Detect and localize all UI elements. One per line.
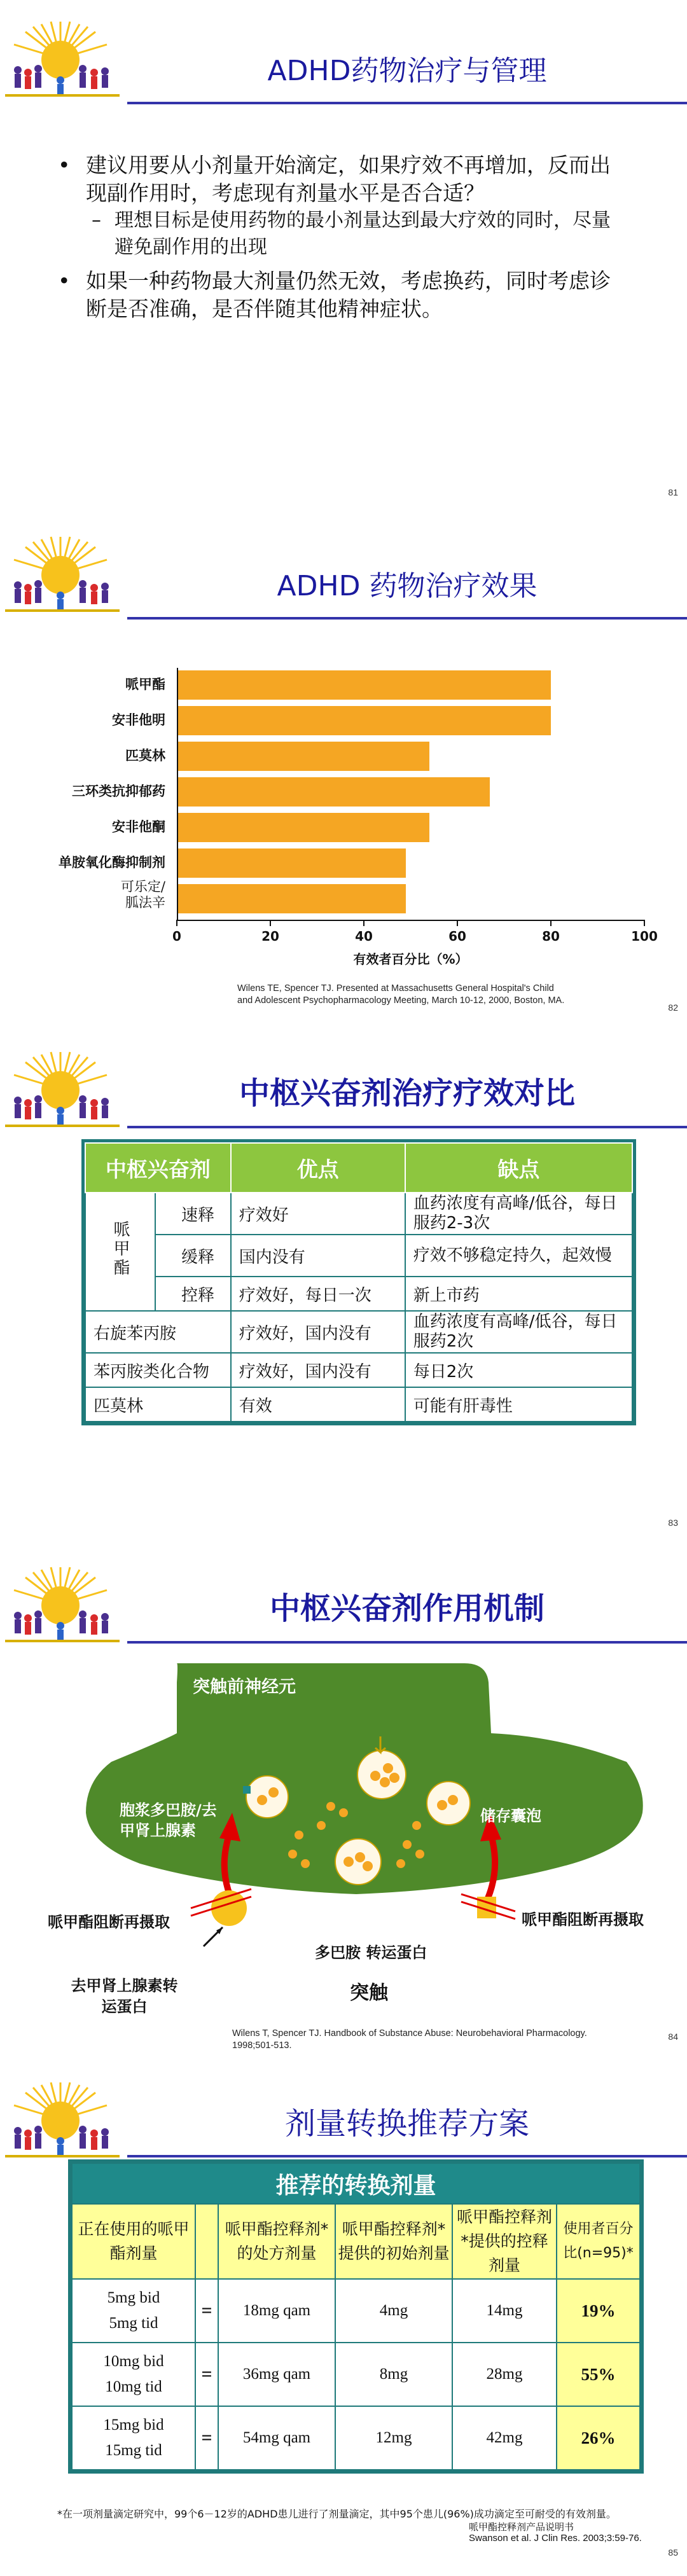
table-cell: 28mg — [452, 2343, 557, 2406]
tick-mark — [270, 920, 271, 926]
dopamine-transporter-label: 多巴胺 转运蛋白 — [315, 1944, 427, 1962]
header-spacer — [195, 2204, 218, 2279]
table-cell: 速释 — [155, 1193, 231, 1235]
vesicle-label: 储存囊泡 — [480, 1807, 541, 1825]
tick-mark — [457, 920, 458, 926]
bar — [177, 884, 406, 913]
bullet-1 — [58, 151, 627, 207]
synapse-label: 突触 — [350, 1982, 388, 2004]
table-cell: 有效 — [231, 1387, 405, 1422]
table-cell: 54mg qam — [218, 2406, 335, 2470]
table-row — [72, 2406, 640, 2470]
page-title: 中枢兴奋剂治疗疗效对比 — [239, 1076, 575, 1111]
group-label — [85, 1193, 155, 1311]
category-label: 匹莫林 — [125, 748, 165, 763]
block-label-right: 哌甲酯阻断再摄取 — [522, 1911, 644, 1929]
tick-mark — [644, 920, 645, 926]
dose-text: 10mg tid — [105, 2378, 162, 2395]
bar — [177, 742, 429, 771]
ne-transporter-label: 去甲肾上腺素转运蛋白 — [71, 1977, 178, 2016]
header-cell: 优点 — [231, 1143, 405, 1193]
tick-label: 60 — [448, 929, 466, 944]
table-cell: 缓释 — [155, 1235, 231, 1277]
category-label: 安非他酮 — [112, 819, 165, 834]
bullet-2 — [58, 267, 627, 323]
citation-line: and Adolescent Psychopharmacology Meeting, March 10-12, 2000, Boston, MA. — [237, 995, 565, 1006]
sun-children-logo — [0, 2080, 127, 2163]
sun-children-logo — [0, 1049, 127, 1132]
sub-bullet-1 — [92, 207, 623, 261]
dose-text: 5mg bid — [107, 2289, 160, 2306]
slide-84 — [0, 1546, 687, 2061]
table-cell: 36mg qam — [218, 2343, 335, 2406]
bullet-text: 建议用要从小剂量开始滴定，如果疗效不再增加，反而出现副作用时，考虑现有剂量水平是否合适？ — [86, 153, 611, 205]
transporter-marker — [243, 1786, 251, 1794]
tick-label: 40 — [355, 929, 373, 944]
equals-cell: = — [195, 2343, 218, 2406]
footnote: *在一项剂量滴定研究中，99个6－12岁的ADHD患儿进行了剂量滴定，其中95个患儿(96%)成功滴定至可耐受的有效剂量。 — [57, 2508, 616, 2520]
page-title: ADHD药物治疗与管理 — [267, 55, 547, 87]
group-text: 哌甲酯 — [111, 1221, 130, 1278]
sun-children-logo — [0, 19, 127, 102]
tick-label: 0 — [172, 929, 181, 944]
tick-label: 80 — [542, 929, 560, 944]
dash-icon: – — [92, 209, 101, 232]
dose-text: 10mg bid — [103, 2353, 164, 2370]
citation — [232, 2028, 587, 2052]
page-number: 84 — [668, 2032, 678, 2042]
table-cell: 12mg — [335, 2406, 452, 2470]
tick-label: 100 — [631, 929, 658, 944]
table-cell: 血药浓度有高峰/低谷，每日服药2次 — [405, 1311, 632, 1353]
table-cell: 疗效好 — [231, 1193, 405, 1235]
block-label-left: 哌甲酯阻断再摄取 — [48, 1913, 170, 1931]
title-divider — [127, 2155, 687, 2157]
x-axis — [177, 920, 644, 921]
table-cell: 42mg — [452, 2406, 557, 2470]
category-label: 单胺氧化酶抑制剂 — [59, 855, 165, 870]
tick-mark — [176, 920, 177, 926]
percent-cell: 55% — [557, 2343, 640, 2406]
bar — [177, 706, 551, 735]
page-number: 82 — [668, 1002, 678, 1013]
header-cell: 哌甲酯控释剂*提供的控释剂量 — [452, 2204, 557, 2279]
y-axis — [177, 668, 178, 920]
table-cell: 4mg — [335, 2279, 452, 2343]
table-cell: 匹莫林 — [85, 1387, 231, 1422]
percent-cell: 26% — [557, 2406, 640, 2470]
category-label: 哌甲酯 — [125, 677, 165, 692]
citation-line: Wilens TE, Spencer TJ. Presented at Massachusetts General Hospital's Child — [237, 983, 554, 994]
table-cell: 新上市药 — [405, 1277, 632, 1311]
table-cell: 18mg qam — [218, 2279, 335, 2343]
tick-mark — [363, 920, 364, 926]
table-cell — [72, 2406, 195, 2470]
table-title: 推荐的转换剂量 — [72, 2163, 640, 2204]
bar-chart — [0, 515, 687, 1030]
table-cell: 国内没有 — [231, 1235, 405, 1277]
table-cell: 8mg — [335, 2343, 452, 2406]
equals-cell: = — [195, 2279, 218, 2343]
category-label-line: 可乐定/ — [120, 879, 165, 894]
bullet-dot-icon: • — [58, 268, 71, 293]
source-2: Swanson et al. J Clin Res. 2003;3:59-76. — [469, 2533, 642, 2544]
citation-line: Wilens T, Spencer TJ. Handbook of Substance Abuse: Neurobehavioral Pharmacology. — [232, 2028, 587, 2039]
header-cell: 使用者百分比(n=95)* — [557, 2204, 640, 2279]
category-label: 安非他明 — [112, 712, 165, 728]
category-label: 三环类抗抑郁药 — [72, 784, 165, 799]
table-row — [72, 2343, 640, 2406]
table-cell: 苯丙胺类化合物 — [85, 1353, 231, 1387]
header-cell: 缺点 — [405, 1143, 632, 1193]
tick-mark — [550, 920, 552, 926]
page-title: 中枢兴奋剂作用机制 — [269, 1591, 545, 1626]
table-cell: 控释 — [155, 1277, 231, 1311]
page-title: 剂量转换推荐方案 — [284, 2106, 529, 2142]
page-title: ADHD 药物治疗效果 — [277, 570, 538, 602]
table-cell — [72, 2343, 195, 2406]
source-1: 哌甲酯控释剂产品说明书 — [469, 2521, 574, 2533]
dose-text: 15mg tid — [105, 2442, 162, 2459]
table-cell: 疗效好，国内没有 — [231, 1353, 405, 1387]
bar — [177, 813, 429, 842]
x-axis-label: 有效者百分比（%） — [353, 952, 468, 967]
presynaptic-label: 突触前神经元 — [193, 1677, 296, 1697]
table-cell: 每日2次 — [405, 1353, 632, 1387]
bar — [177, 670, 551, 700]
slide-83 — [0, 1030, 687, 1546]
citation — [237, 983, 564, 1007]
table-cell: 血药浓度有高峰/低谷，每日服药2-3次 — [405, 1193, 632, 1235]
comparison-table — [85, 1142, 633, 1422]
table-cell: 可能有肝毒性 — [405, 1387, 632, 1422]
table-cell — [72, 2279, 195, 2343]
table-cell: 疗效不够稳定持久，起效慢 — [405, 1235, 632, 1277]
bullet-text: 理想目标是使用药物的最小剂量达到最大疗效的同时，尽量避免副作用的出现 — [114, 209, 611, 258]
header-cell: 哌甲酯控释剂*的处方剂量 — [218, 2204, 335, 2279]
slide-85 — [0, 2061, 687, 2576]
bar — [177, 848, 406, 878]
tick-label: 20 — [261, 929, 279, 944]
dose-text: 15mg bid — [103, 2416, 164, 2434]
header-cell: 中枢兴奋剂 — [85, 1143, 231, 1193]
page-number: 83 — [668, 1518, 678, 1528]
bar — [177, 777, 490, 807]
percent-cell: 19% — [557, 2279, 640, 2343]
table-cell: 右旋苯丙胺 — [85, 1311, 231, 1353]
category-label — [13, 879, 165, 911]
dose-text: 5mg tid — [109, 2315, 158, 2332]
citation-line: 1998;501-513. — [232, 2040, 292, 2051]
da-ne-label: 胞浆多巴胺/去甲肾上腺素 — [120, 1801, 217, 1839]
table-cell: 14mg — [452, 2279, 557, 2343]
page-number: 81 — [668, 487, 678, 497]
bullet-text: 如果一种药物最大剂量仍然无效，考虑换药，同时考虑诊断是否准确，是否伴随其他精神症状。 — [86, 268, 611, 321]
category-label-line: 胍法辛 — [125, 895, 165, 910]
table-cell: 疗效好，每日一次 — [231, 1277, 405, 1311]
title-divider — [127, 102, 687, 104]
slide-82 — [0, 515, 687, 1030]
bullet-dot-icon: • — [58, 153, 71, 177]
header-cell: 正在使用的哌甲酯剂量 — [72, 2204, 195, 2279]
slide-81 — [0, 0, 687, 515]
header-cell: 哌甲酯控释剂*提供的初始剂量 — [335, 2204, 452, 2279]
equals-cell: = — [195, 2406, 218, 2470]
title-divider — [127, 1126, 687, 1128]
table-cell: 疗效好，国内没有 — [231, 1311, 405, 1353]
page-number: 85 — [668, 2547, 678, 2558]
conversion-table — [71, 2163, 641, 2470]
table-row — [72, 2279, 640, 2343]
